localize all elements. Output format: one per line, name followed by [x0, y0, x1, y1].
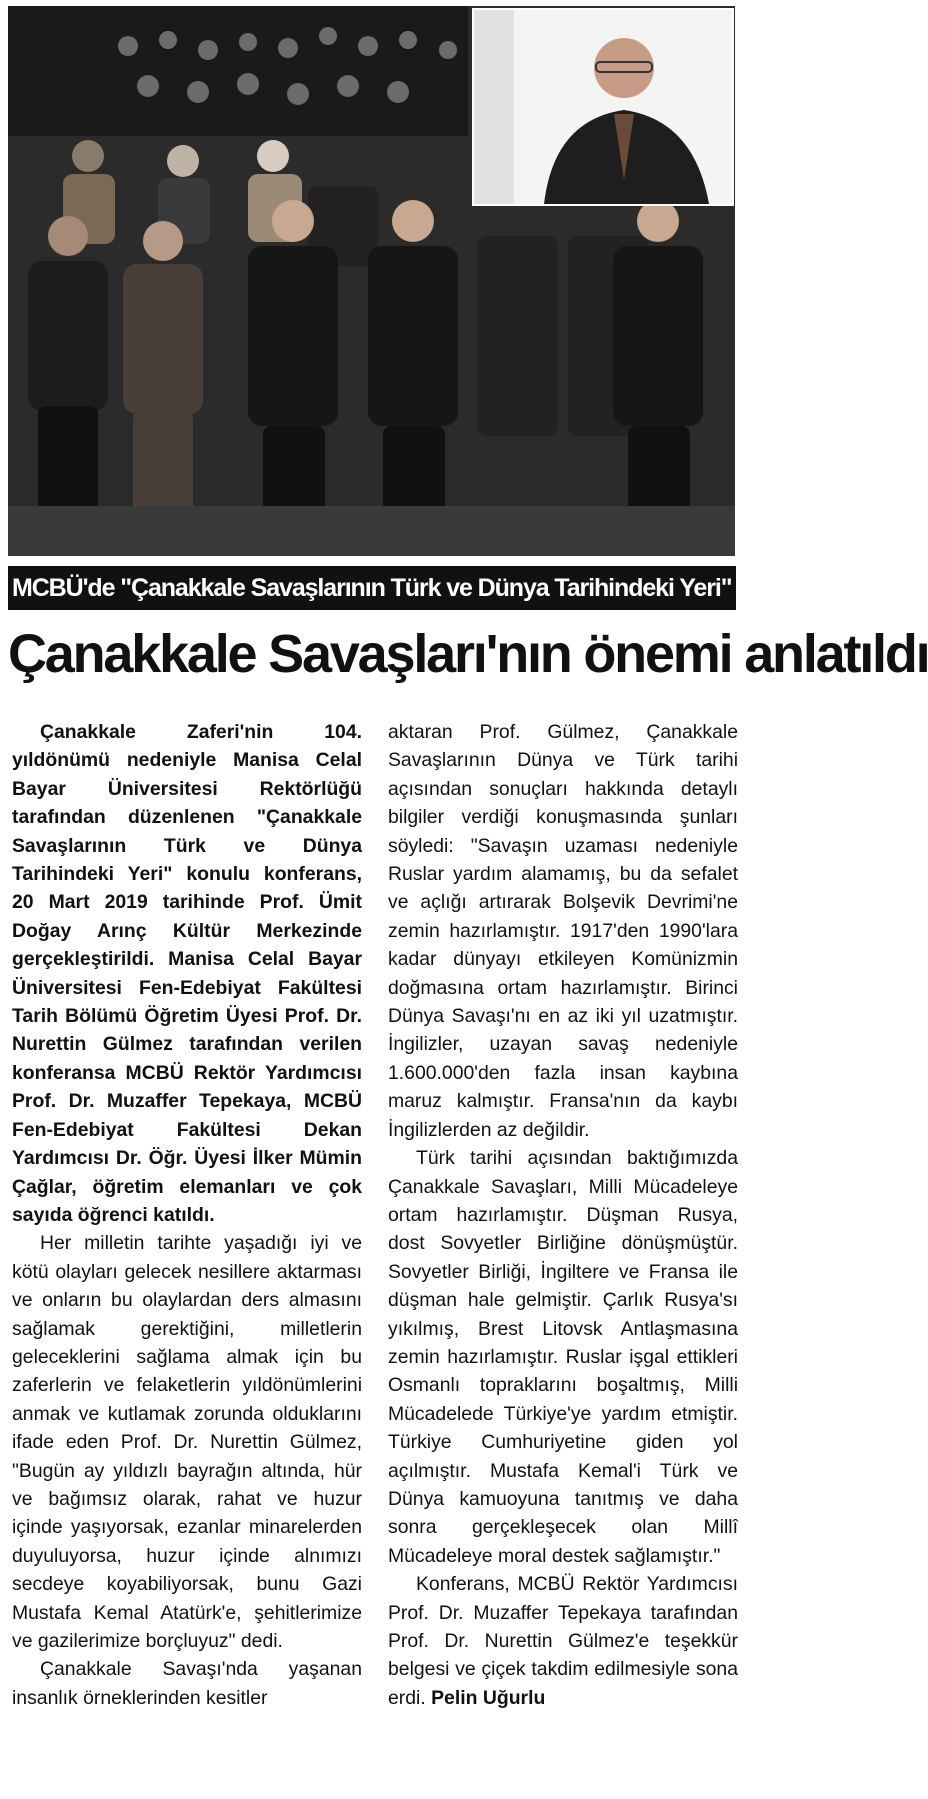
- speaker-photo: [472, 8, 734, 206]
- article-column-right: [388, 718, 738, 1712]
- body-paragraph: Her milletin tarihte yaşadığı iyi ve kötü olayları gelecek nesillere aktarması ve onların bu olaylardan ders almasını sağlamak gerektiğini, milletlerin geleceklerini sağlama almak için bu zaferlerin ve felaketlerin yıldönümlerini anmak ve kutlamak zorunda olduklarını ifade eden Prof. Dr. Nurettin Gülmez, "Bugün ay yıldızlı bayrağın altında, hür ve bağımsız olarak, rahat ve huzur içinde yaşıyorsak, ezanlar minarelerden duyuluyorsa, huzur içinde alnımızı secdeye koyabiliyorsak, bunu Gazi Mustafa Kemal Atatürk'e, şehitlerimize ve gazilerimize borçluyuz" dedi.: [12, 1232, 362, 1652]
- body-paragraph: Çanakkale Savaşı'nda yaşanan insanlık örneklerinden kesitler: [12, 1658, 362, 1709]
- headline: Çanakkale Savaşları'nın önemi anlatıldı: [8, 624, 928, 684]
- article-column-left: [12, 718, 362, 1712]
- speaker-illustration: [474, 10, 732, 204]
- body-paragraph: aktaran Prof. Gülmez, Çanakkale Savaşlarının Dünya ve Türk tarihi açısından sonuçları hakkında detaylı bilgiler verdiği konuşmasında şunları söyledi: "Savaşın uzaması nedeniyle Ruslar yardım alamamış, bu da sefalet ve açlığı artırarak Bolşevik Devrimi'ne zemin hazırlamıştır. 1917'den 1990'lara kadar dünyayı etkileyen Komünizmin doğmasına ortam hazırlamıştır. Birinci Dünya Savaşı'nı en az iki yıl uzatmıştır. İngilizler, uzayan savaş nedeniyle 1.600.000'den fazla insan kaybına maruz kalmıştır. Fransa'nın da kaybı İngilizlerden az değildir.: [388, 721, 738, 1141]
- body-paragraph: Türk tarihi açısından baktığımızda Çanakkale Savaşları, Milli Mücadeleye ortam hazırlamıştır. Düşman Rusya, dost Sovyetler Birliğine dönüşmüştür. Sovyetler Birliği, İngiltere ve Fransa ile düşman hale gelmiştir. Çarlık Rusya'sı yıkılmış, Brest Litovsk Antlaşmasına zemin hazırlamıştır. Ruslar işgal ettikleri Osmanlı topraklarını boşaltmış, Milli Mücadelede Türkiye'ye yardım etmiştir. Türkiye Cumhuriyetine giden yol açılmıştır. Mustafa Kemal'i Türk ve Dünya kamuoyuna tanıtmış ve daha sonra gerçekleşecek olan Millî Mücadeleye moral destek sağlamıştır.": [388, 1147, 738, 1567]
- author-byline: Pelin Uğurlu: [431, 1686, 546, 1709]
- closing-text: Konferans, MCBÜ Rektör Yardımcısı Prof. Dr. Muzaffer Tepekaya tarafından Prof. Dr. Nurettin Gülmez'e teşekkür belgesi ve çiçek takdim edilmesiyle sona erdi.: [388, 1573, 738, 1709]
- kicker: MCBÜ'de "Çanakkale Savaşlarının Türk ve Dünya Tarihindeki Yeri" konuşuldu: [8, 566, 736, 610]
- lead-paragraph: Çanakkale Zaferi'nin 104. yıldönümü nedeniyle Manisa Celal Bayar Üniversitesi Rektörlüğü tarafından düzenlenen "Çanakkale Savaşlarının Türk ve Dünya Tarihindeki Yeri" konulu konferans, 20 Mart 2019 tarihinde Prof. Ümit Doğay Arınç Kültür Merkezinde gerçekleştirildi. Manisa Celal Bayar Üniversitesi Fen-Edebiyat Fakültesi Tarih Bölümü Öğretim Üyesi Prof. Dr. Nurettin Gülmez tarafından verilen konferansa MCBÜ Rektör Yardımcısı Prof. Dr. Muzaffer Tepekaya, MCBÜ Fen-Edebiyat Fakültesi Dekan Yardımcısı Dr. Öğr. Üyesi İlker Mümin Çağlar, öğretim elemanları ve çok sayıda öğrenci katıldı.: [12, 721, 362, 1226]
- closing-paragraph: [388, 1570, 738, 1712]
